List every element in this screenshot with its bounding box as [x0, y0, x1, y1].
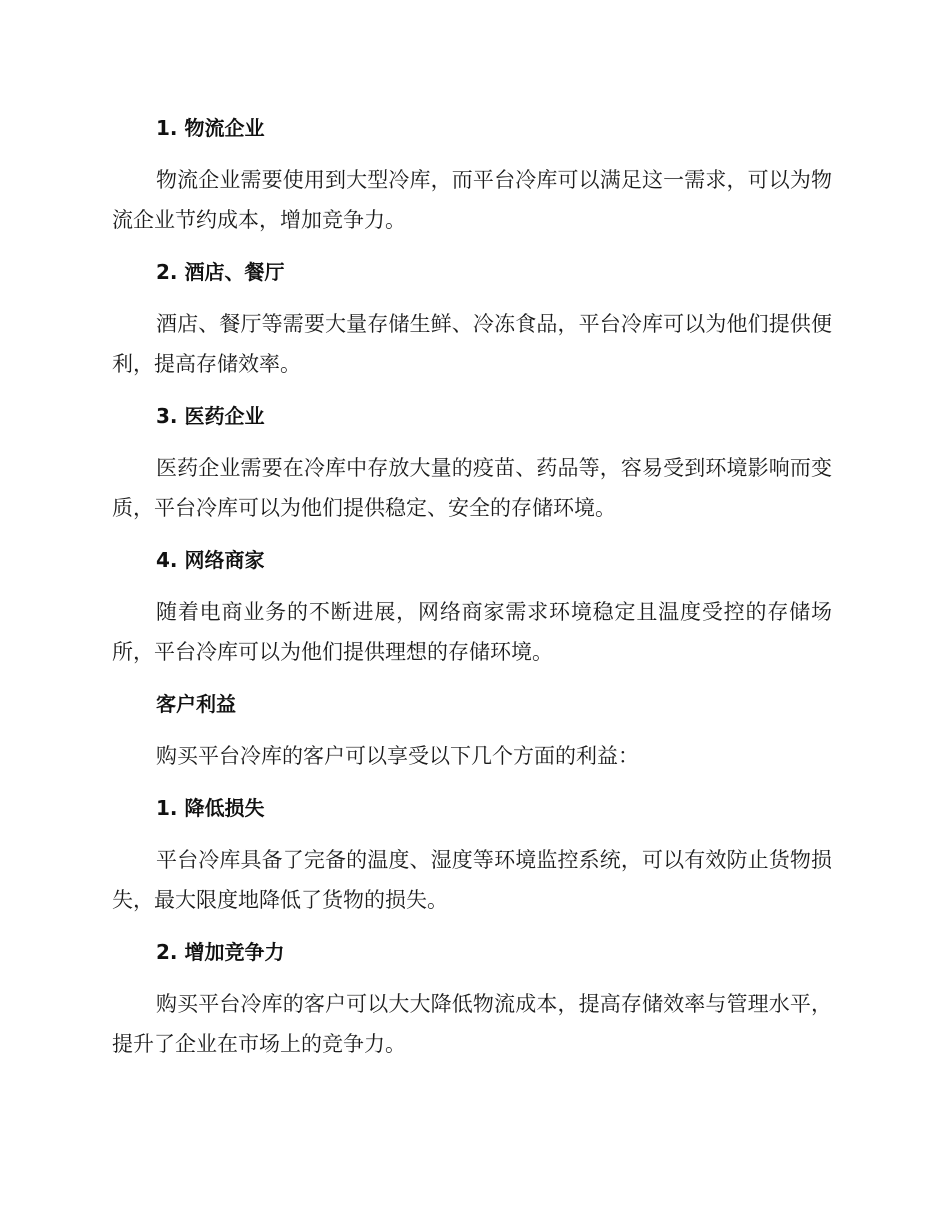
section-paragraph-reduce-loss: 平台冷库具备了完备的温度、湿度等环境监控系统，可以有效防止货物损失，最大限度地降低了货物的损失。 — [112, 848, 832, 912]
section-paragraph-online-merchants: 随着电商业务的不断进展，网络商家需求环境稳定且温度受控的存储场所，平台冷库可以为他们提供理想的存储环境。 — [112, 600, 832, 664]
section-heading-competitiveness: 2. 增加竞争力 — [156, 940, 285, 964]
document-body — [112, 108, 832, 1064]
section-heading-pharma: 3. 医药企业 — [156, 404, 265, 428]
section-heading-online-merchants: 4. 网络商家 — [156, 548, 265, 572]
section-paragraph-pharma: 医药企业需要在冷库中存放大量的疫苗、药品等，容易受到环境影响而变质，平台冷库可以为他们提供稳定、安全的存储环境。 — [112, 456, 832, 520]
section-heading-hotels: 2. 酒店、餐厅 — [156, 260, 285, 284]
section-heading-logistics: 1. 物流企业 — [156, 116, 265, 140]
section-paragraph-logistics: 物流企业需要使用到大型冷库，而平台冷库可以满足这一需求，可以为物流企业节约成本，增加竞争力。 — [112, 168, 832, 232]
section-heading-customer-benefits: 客户利益 — [156, 692, 236, 716]
section-heading-reduce-loss: 1. 降低损失 — [156, 796, 265, 820]
section-paragraph-competitiveness: 购买平台冷库的客户可以大大降低物流成本，提高存储效率与管理水平，提升了企业在市场上的竞争力。 — [112, 992, 832, 1056]
section-paragraph-hotels: 酒店、餐厅等需要大量存储生鲜、冷冻食品，平台冷库可以为他们提供便利，提高存储效率。 — [112, 312, 832, 376]
section-paragraph-customer-benefits: 购买平台冷库的客户可以享受以下几个方面的利益： — [156, 744, 639, 768]
